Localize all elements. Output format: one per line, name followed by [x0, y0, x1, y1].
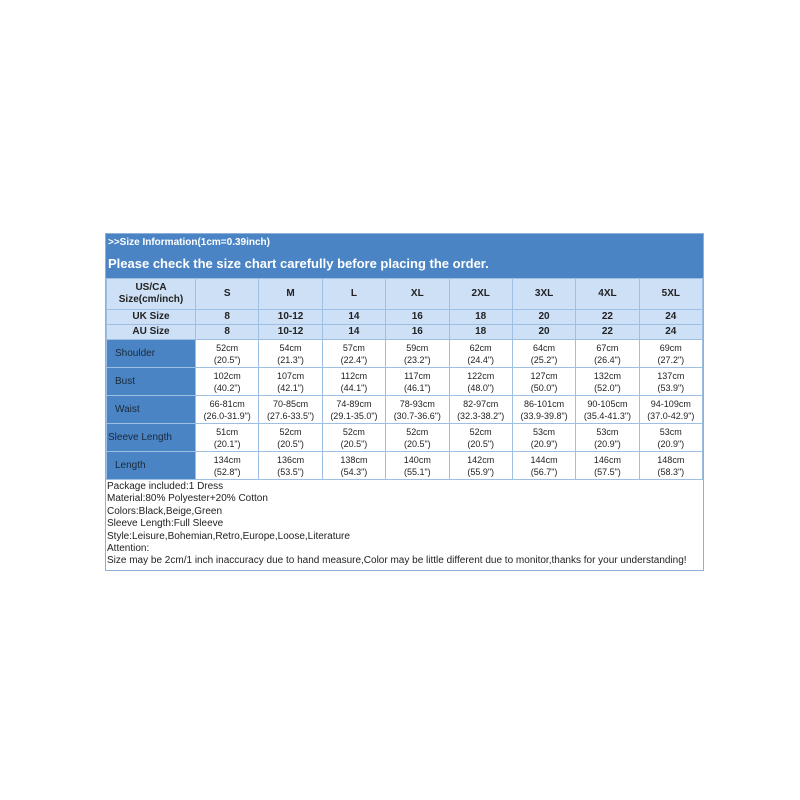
- measurement-cell: [386, 452, 449, 480]
- measurement-cm: 148cm: [657, 454, 685, 465]
- measurement-row: [107, 452, 703, 480]
- measurement-inch: (55.1"): [403, 466, 431, 477]
- size-cell: 3XL: [512, 279, 575, 310]
- measurement-inch: (21.3"): [277, 354, 304, 365]
- measurement-inch: (57.5"): [594, 466, 621, 477]
- measurement-inch: (55.9"): [467, 466, 495, 477]
- measurement-cell: [259, 340, 322, 368]
- measurement-cell: [639, 396, 702, 424]
- measurement-cell: [196, 340, 259, 368]
- measurement-cell: [576, 368, 639, 396]
- size-cell: 20: [512, 325, 575, 340]
- measurement-cm: 59cm: [406, 342, 429, 353]
- note-line: Size may be 2cm/1 inch inaccuracy due to hand measure,Color may be little different due to monitor,thanks for your understanding!: [107, 555, 687, 567]
- measurement-cell: [512, 368, 575, 396]
- note-line: Style:Leisure,Bohemian,Retro,Europe,Loose,Literature: [107, 530, 350, 542]
- measurement-cm: 66-81cm: [209, 398, 245, 409]
- measurement-cell: [196, 368, 259, 396]
- measurement-cm: 107cm: [277, 370, 305, 381]
- measurement-row: [107, 340, 703, 368]
- measurement-cell: [386, 396, 449, 424]
- measurement-row: [107, 368, 703, 396]
- size-cell: 16: [386, 310, 449, 325]
- size-chart: [105, 233, 704, 571]
- size-cell: S: [196, 279, 259, 310]
- measurement-inch: (20.5"): [403, 438, 431, 449]
- measurement-cm: 53cm: [659, 426, 682, 437]
- size-cell: 2XL: [449, 279, 512, 310]
- note-line: Sleeve Length:Full Sleeve: [107, 518, 224, 530]
- size-cell: 20: [512, 310, 575, 325]
- measurement-cm: 54cm: [279, 342, 302, 353]
- measurement-cm: 52cm: [469, 426, 492, 437]
- size-cell: 8: [196, 325, 259, 340]
- measurement-inch: (53.9"): [657, 382, 685, 393]
- measurement-cell: [449, 396, 512, 424]
- measurement-cell: [386, 368, 449, 396]
- size-row: [107, 279, 703, 310]
- measurement-inch: (20.1"): [213, 438, 241, 449]
- measurement-cell: [512, 424, 575, 452]
- measurement-cm: 122cm: [467, 370, 495, 381]
- size-cell: 24: [639, 310, 702, 325]
- size-cell: 10-12: [259, 325, 322, 340]
- measurement-cm: 78-93cm: [399, 398, 435, 409]
- measurement-cell: [512, 396, 575, 424]
- measurement-cell: [512, 340, 575, 368]
- measurement-cell: [196, 396, 259, 424]
- size-cell: 8: [196, 310, 259, 325]
- measurement-cm: 137cm: [657, 370, 685, 381]
- measurement-inch: (37.0-42.9"): [647, 410, 695, 421]
- measurement-inch: (26.4"): [594, 354, 621, 365]
- measurement-inch: (20.9"): [530, 438, 558, 449]
- measurement-cm: 127cm: [530, 370, 558, 381]
- size-cell: 4XL: [576, 279, 639, 310]
- measurement-cell: [449, 424, 512, 452]
- measurement-cell: [512, 452, 575, 480]
- note-line: Material:80% Polyester+20% Cotton: [107, 493, 268, 505]
- measurement-label: Waist: [107, 396, 196, 424]
- size-cell: 14: [322, 325, 385, 340]
- measurement-cm: 138cm: [340, 454, 368, 465]
- measurement-cell: [639, 340, 702, 368]
- measurement-cell: [576, 340, 639, 368]
- measurement-cell: [322, 340, 385, 368]
- measurement-cm: 70-85cm: [273, 398, 309, 409]
- measurement-inch: (20.5"): [340, 438, 368, 449]
- size-cell: 16: [386, 325, 449, 340]
- size-cell: 18: [449, 310, 512, 325]
- measurement-cm: 86-101cm: [524, 398, 565, 409]
- measurement-cell: [259, 368, 322, 396]
- measurement-cm: 82-97cm: [463, 398, 499, 409]
- measurement-cm: 52cm: [406, 426, 429, 437]
- measurement-cm: 146cm: [593, 454, 621, 465]
- measurement-label: Length: [107, 452, 196, 480]
- size-cell: M: [259, 279, 322, 310]
- measurement-inch: (40.2"): [213, 382, 241, 393]
- size-cell: L: [322, 279, 385, 310]
- size-notice-header: Please check the size chart carefully before placing the order.: [106, 251, 703, 278]
- measurement-cell: [259, 396, 322, 424]
- measurement-inch: (32.3-38.2"): [457, 410, 505, 421]
- measurement-row: [107, 424, 703, 452]
- measurement-cell: [322, 424, 385, 452]
- measurement-cell: [576, 396, 639, 424]
- measurement-cell: [322, 452, 385, 480]
- size-row-label: US/CA Size(cm/inch): [107, 279, 196, 310]
- measurement-cm: 140cm: [403, 454, 431, 465]
- measurement-inch: (54.3"): [340, 466, 368, 477]
- measurement-cm: 132cm: [593, 370, 621, 381]
- measurement-label: Sleeve Length: [107, 424, 196, 452]
- measurement-inch: (35.4-41.3"): [583, 410, 632, 421]
- measurement-cell: [576, 452, 639, 480]
- size-cell: 22: [576, 310, 639, 325]
- measurement-cell: [386, 424, 449, 452]
- measurement-inch: (52.8"): [213, 466, 241, 477]
- measurement-cm: 62cm: [469, 342, 492, 353]
- note-line: Attention:: [107, 542, 150, 554]
- measurement-cm: 69cm: [659, 342, 682, 353]
- size-row-label: AU Size: [107, 325, 196, 340]
- measurement-inch: (26.0-31.9"): [203, 410, 251, 421]
- measurement-cm: 90-105cm: [587, 398, 628, 409]
- measurement-cm: 94-109cm: [650, 398, 691, 409]
- size-cell: 24: [639, 325, 702, 340]
- measurement-cell: [449, 368, 512, 396]
- measurement-inch: (53.5"): [277, 466, 304, 477]
- measurement-inch: (20.5"): [213, 354, 241, 365]
- measurement-cm: 52cm: [279, 426, 302, 437]
- measurement-inch: (46.1"): [403, 382, 431, 393]
- measurement-cell: [259, 452, 322, 480]
- measurement-inch: (48.0"): [467, 382, 495, 393]
- measurement-cell: [322, 396, 385, 424]
- measurement-cm: 53cm: [533, 426, 556, 437]
- measurement-cell: [322, 368, 385, 396]
- measurement-inch: (30.7-36.6"): [393, 410, 441, 421]
- measurement-cm: 74-89cm: [336, 398, 372, 409]
- measurement-cm: 136cm: [277, 454, 305, 465]
- measurement-inch: (33.9-39.8"): [520, 410, 568, 421]
- measurement-cell: [576, 424, 639, 452]
- measurement-cell: [449, 452, 512, 480]
- measurement-row: [107, 396, 703, 424]
- measurement-cm: 64cm: [533, 342, 556, 353]
- measurement-inch: (42.1"): [277, 382, 304, 393]
- measurement-cell: [196, 452, 259, 480]
- measurement-cell: [259, 424, 322, 452]
- size-cell: 18: [449, 325, 512, 340]
- measurement-inch: (20.5"): [467, 438, 495, 449]
- measurement-inch: (50.0"): [530, 382, 558, 393]
- measurement-cm: 117cm: [404, 370, 431, 381]
- measurement-cm: 134cm: [213, 454, 241, 465]
- measurement-inch: (20.9"): [657, 438, 685, 449]
- measurement-inch: (22.4"): [340, 354, 368, 365]
- measurement-inch: (27.6-33.5"): [266, 410, 315, 421]
- size-row: [107, 325, 703, 340]
- measurement-inch: (25.2"): [530, 354, 558, 365]
- measurement-inch: (52.0"): [594, 382, 621, 393]
- measurement-inch: (56.7"): [530, 466, 558, 477]
- measurement-cm: 144cm: [530, 454, 558, 465]
- measurement-inch: (24.4"): [467, 354, 495, 365]
- size-row-label: UK Size: [107, 310, 196, 325]
- product-notes: [106, 480, 703, 570]
- note-line: Package included:1 Dress: [107, 481, 224, 492]
- size-cell: 14: [322, 310, 385, 325]
- measurement-cm: 142cm: [467, 454, 495, 465]
- measurement-cell: [639, 452, 702, 480]
- measurement-label: Shoulder: [107, 340, 196, 368]
- measurement-cm: 52cm: [216, 342, 239, 353]
- measurement-cell: [639, 424, 702, 452]
- note-line: Colors:Black,Beige,Green: [107, 505, 223, 517]
- measurement-cm: 67cm: [596, 342, 619, 353]
- measurement-inch: (23.2"): [403, 354, 431, 365]
- measurement-cm: 112cm: [340, 370, 368, 381]
- size-cell: XL: [386, 279, 449, 310]
- measurement-cm: 52cm: [342, 426, 365, 437]
- size-info-header: >>Size Information(1cm=0.39inch): [106, 234, 703, 251]
- measurement-inch: (20.5"): [277, 438, 304, 449]
- size-cell: 22: [576, 325, 639, 340]
- measurement-cm: 51cm: [216, 426, 239, 437]
- measurement-cell: [639, 368, 702, 396]
- measurement-cell: [449, 340, 512, 368]
- size-row: [107, 310, 703, 325]
- measurement-inch: (29.1-35.0"): [330, 410, 378, 421]
- measurement-inch: (27.2"): [657, 354, 685, 365]
- size-cell: 5XL: [639, 279, 702, 310]
- measurement-cm: 53cm: [596, 426, 619, 437]
- size-cell: 10-12: [259, 310, 322, 325]
- measurement-inch: (44.1"): [340, 382, 368, 393]
- measurement-cell: [196, 424, 259, 452]
- measurement-label: Bust: [107, 368, 196, 396]
- measurement-inch: (58.3"): [657, 466, 685, 477]
- measurement-cm: 57cm: [342, 342, 365, 353]
- measurement-cm: 102cm: [213, 370, 241, 381]
- measurement-inch: (20.9"): [594, 438, 621, 449]
- measurement-cell: [386, 340, 449, 368]
- size-table: [106, 278, 703, 480]
